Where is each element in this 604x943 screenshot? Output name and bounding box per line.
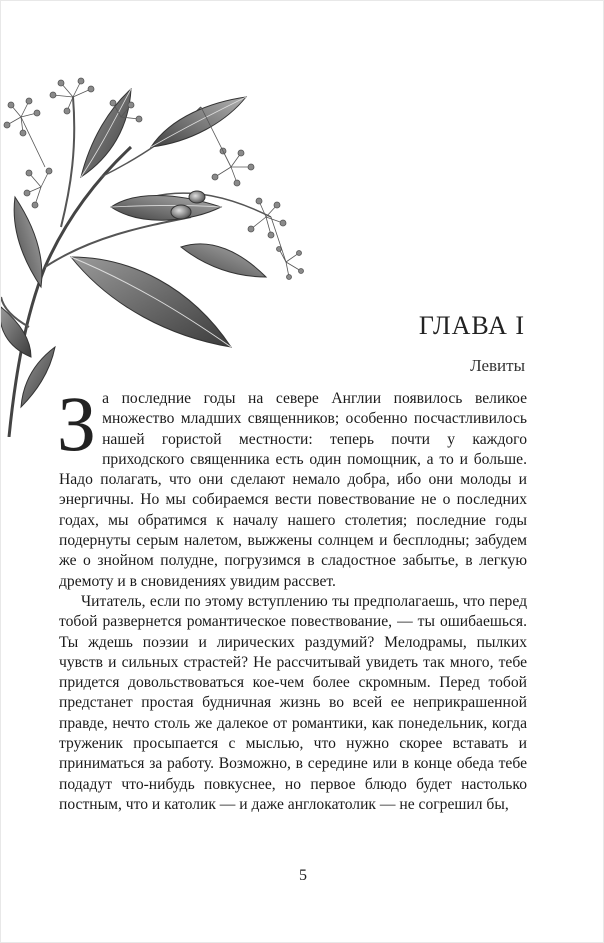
paragraph-2-text: Читатель, если по этому вступлению ты предполагаешь, что перед тобой развернется романтическое повествование, — ты ошибаешься. Ты ждешь поэзии и лирических раздумий? Мелодрамы, пылких чувств и сильных страстей? Не рассчитывай увидеть так много, тебе придется довольствоваться кое-чем более скромным. Перед тобой предстанет простая будничная жизнь во всей ее неприкрашенной правде, нечто столь же далекое от романтики, как понедельник, когда труженик просыпается с мыслью, что нужно скорее вставать и приниматься за работу. Возможно, в середине или в конце обеда тебе подадут что-нибудь повкуснее, но первое блюдо будет настолько постным, что и католик — и даже англокатолик — не согрешил бы, (59, 592, 527, 813)
paragraph-1-text: а последние годы на севере Англии появилось великое множество младших священников; особенно посчастливилось нашей гористой местности: теперь почти у каждого приходского священника есть один помощник, а то и больше. Надо полагать, что они сделают немало добра, ибо они молоды и энергичны. Но мы собираемся вести повествование не о последних годах, мы обратимся к началу нашего столетия; последние годы подернуты серым налетом, выжжены солнцем и бесплодны; забудем же о знойном полудне, погрузимся в сладостное забытье, в легкую дремоту и в сновидениях увидим рассвет. (59, 390, 527, 590)
botanical-illustration (1, 77, 331, 437)
paragraph-opening (57, 380, 527, 592)
page-number: 5 (299, 867, 307, 884)
chapter-subtitle: Левиты (470, 356, 525, 375)
drop-cap: З (57, 380, 97, 467)
chapter-title: ГЛАВА I (418, 311, 525, 340)
chapter-body (57, 380, 527, 815)
